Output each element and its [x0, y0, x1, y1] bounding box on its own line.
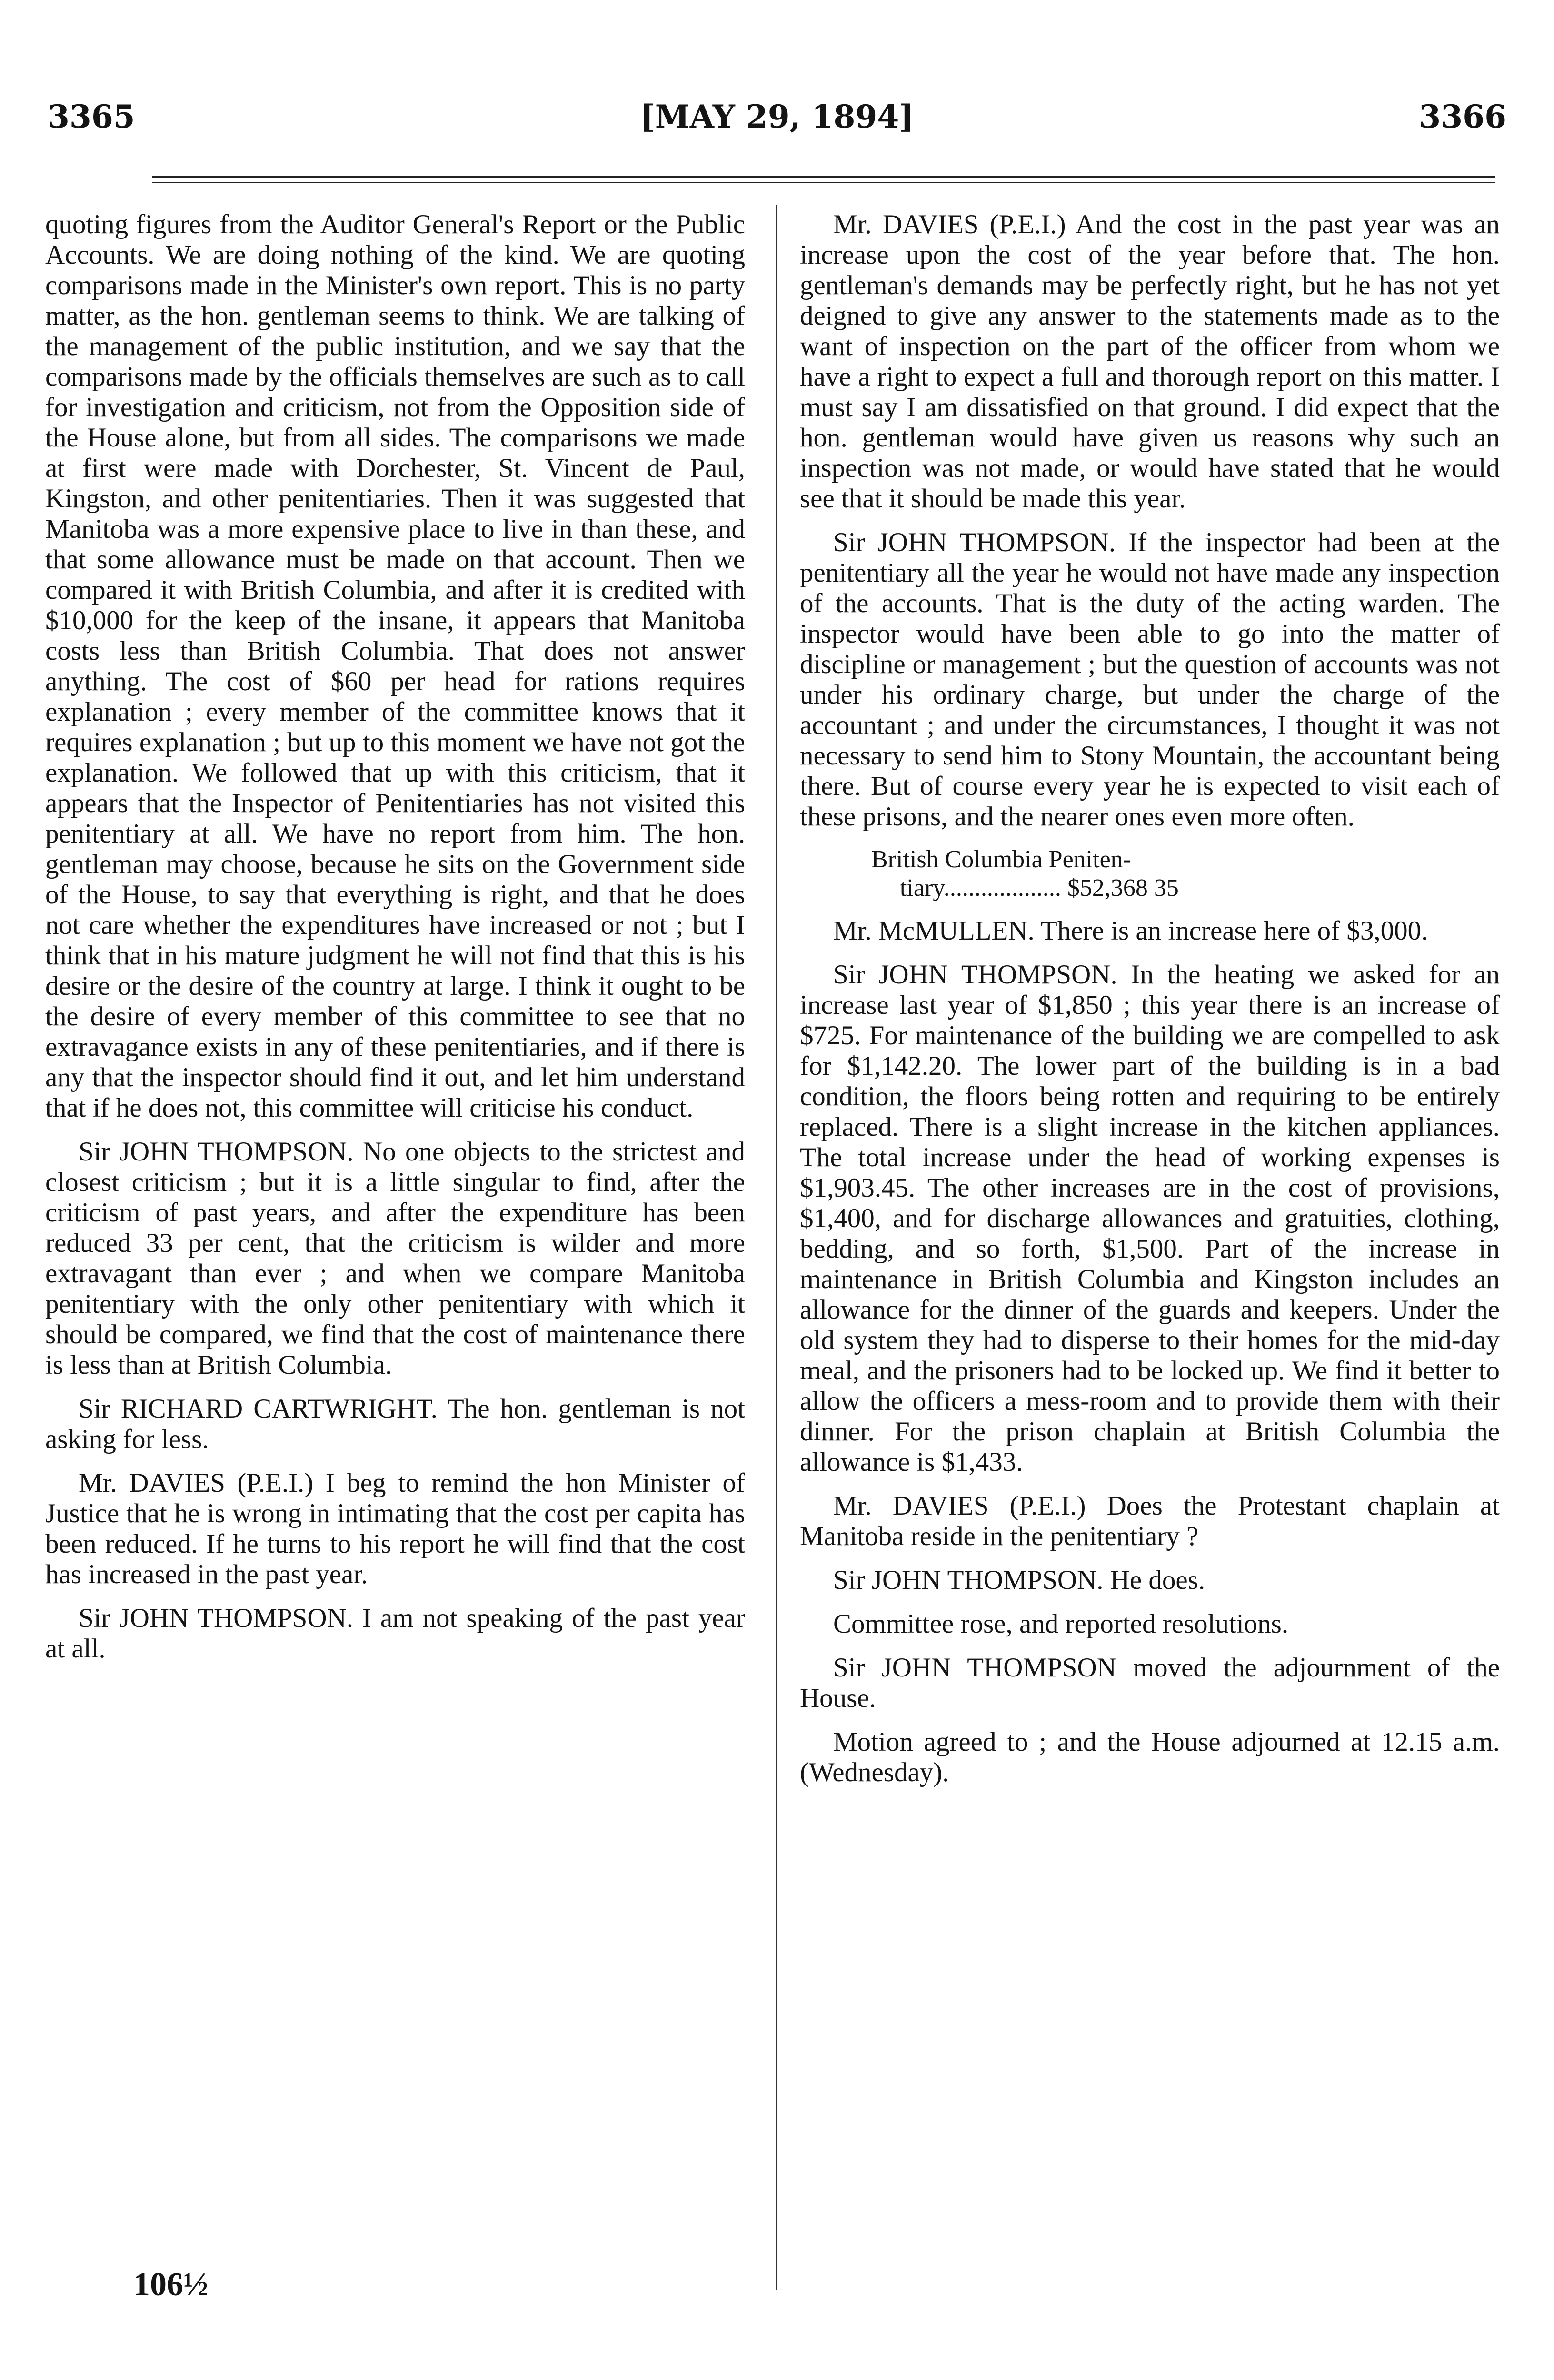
left-column	[45, 209, 745, 1677]
column-divider	[776, 205, 777, 2290]
paragraph: Sir JOHN THOMPSON. In the heating we asked for an increase last year of $1,850 ; this year there is an increase of $725. For maintenance of the building we are compelled to ask for $1,142.20. The lower part of the building is in a bad condition, the floors being rotten and requiring to be entirely replaced. There is a slight increase in the kitchen appliances. The total increase under the head of working expenses is $1,903.45. The other increases are in the cost of provisions, $1,400, and for discharge allowances and gratuities, clothing, bedding, and so forth, $1,500. Part of the increase in maintenance in British Columbia and Kingston includes an allowance for the dinner of the guards and keepers. Under the old system they had to disperse to their homes for the mid-day meal, and the prisoners had to be locked up. We find it better to allow the officers a mess-room and to provide them with their dinner. For the prison chaplain at British Columbia the allowance is $1,433.	[800, 960, 1500, 1477]
page-number-right: 3366	[1419, 98, 1506, 135]
paragraph: Mr. DAVIES (P.E.I.) Does the Protestant chaplain at Manitoba reside in the penitentiary ?	[800, 1491, 1500, 1551]
header-rule	[152, 176, 1495, 178]
vote-item-title: British Columbia Peniten-	[871, 846, 1131, 873]
paragraph: Mr. McMULLEN. There is an increase here of $3,000.	[833, 916, 1428, 946]
paragraph: quoting figures from the Auditor General's Report or the Public Accounts. We are doing nothing of the kind. We are quoting comparisons made in the Minister's own report. This is no party matter, as the hon. gentleman seems to think. We are talking of the management of the public institution, and we say that the comparisons made by the officials themselves are such as to call for investigation and criticism, not from the Opposition side of the House alone, but from all sides. The comparisons we made at first were made with Dorchester, St. Vincent de Paul, Kingston, and other penitentiaries. Then it was suggested that Manitoba was a more expensive place to live in than these, and that some allowance must be made on that account. Then we compared it with British Columbia, and after it is credited with $10,000 for the keep of the insane, it appears that Manitoba costs less than British Columbia. That does not answer anything. The cost of $60 per head for rations requires explanation ; every member of the committee knows that it requires explanation ; but up to this moment we have not got the explanation. We followed that up with this criticism, that it appears that the Inspector of Penitentiaries has not visited this penitentiary at all. We have no report from him. The hon. gentleman may choose, because he sits on the Government side of the House, to say that everything is right, and that he does not care whether the expenditures have increased or not ; but I think that in his mature judgment he will not find that this is his desire or the desire of the country at large. I think it ought to be the desire of every member of this committee to see that no extravagance exists in any of these penitentiaries, and if there is any that the inspector should find it out, and let him understand that if he does not, this committee will criticise his conduct.	[45, 209, 745, 1123]
page-header	[48, 90, 1506, 143]
signature-mark: 106½	[133, 2266, 209, 2303]
page-number-left: 3365	[48, 98, 135, 135]
paragraph: Committee rose, and reported resolutions.	[833, 1609, 1289, 1639]
right-column	[800, 209, 1500, 1801]
header-date: [MAY 29, 1894]	[640, 98, 914, 135]
paragraph: Sir JOHN THOMPSON. I am not speaking of the past year at all.	[45, 1603, 745, 1664]
paragraph: Sir RICHARD CARTWRIGHT. The hon. gentleman is not asking for less.	[45, 1394, 745, 1454]
paragraph: Motion agreed to ; and the House adjourned at 12.15 a.m. (Wednesday).	[800, 1727, 1500, 1787]
paragraph: Mr. DAVIES (P.E.I.) And the cost in the past year was an increase upon the cost of the year before that. The hon. gentleman's demands may be perfectly right, but he has not yet deigned to give any answer to the statements made as to the want of inspection on the part of the officer from whom we have a right to expect a full and thorough report on this matter. I must say I am dissatisfied on that ground. I did expect that the hon. gentleman would have given us reasons why such an inspection was not made, or would have stated that he would see that it should be made this year.	[800, 209, 1500, 514]
paragraph: Sir JOHN THOMPSON. If the inspector had been at the penitentiary all the year he would not have made any inspection of the accounts. That is the duty of the acting warden. The inspector would have been able to go into the matter of discipline or management ; but the question of accounts was not under his ordinary charge, but under the charge of the accountant ; and under the circumstances, I thought it was not necessary to send him to Stony Mountain, the accountant being there. But of course every year he is expected to visit each of these prisons, and the nearer ones even more often.	[800, 527, 1500, 832]
paragraph: Sir JOHN THOMPSON. No one objects to the strictest and closest criticism ; but it is a little singular to find, after the criticism of past years, and after the expenditure has been reduced 33 per cent, that the criticism is wilder and more extravagant than ever ; and when we compare Manitoba penitentiary with the only other penitentiary with which it should be compared, we find that the cost of maintenance there is less than at British Columbia.	[45, 1137, 745, 1380]
paragraph: Sir JOHN THOMPSON moved the adjournment of the House.	[800, 1653, 1500, 1713]
paragraph: Mr. DAVIES (P.E.I.) I beg to remind the hon Minister of Justice that he is wrong in intimating that the cost per capita has been reduced. If he turns to his report he will find that the cost has increased in the past year.	[45, 1468, 745, 1589]
vote-item	[800, 845, 1500, 902]
header-rule-secondary	[152, 182, 1495, 183]
vote-item-amount: tiary................... $52,368 35	[900, 874, 1179, 902]
paragraph: Sir JOHN THOMPSON. He does.	[833, 1565, 1205, 1595]
